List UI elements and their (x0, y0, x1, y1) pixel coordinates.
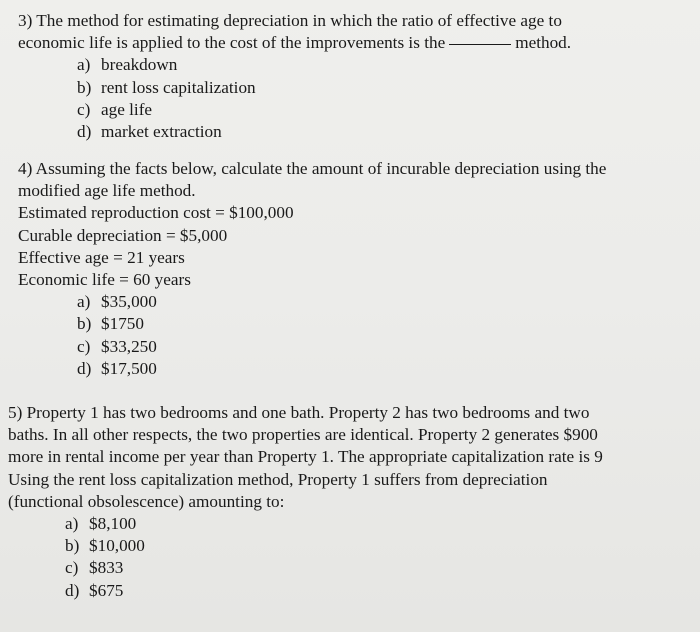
option-a (77, 54, 571, 76)
option-letter: d) (77, 122, 92, 142)
option-text: $33,250 (101, 336, 157, 356)
option-b (77, 313, 606, 335)
option-letter: d) (77, 358, 92, 378)
question-5-line-5: (functional obsolescence) amounting to: (8, 491, 285, 511)
question-3-line-2-after: method. (515, 33, 572, 53)
option-text: rent loss capitalization (101, 77, 256, 97)
option-a (77, 291, 606, 313)
answer-blank (449, 44, 511, 45)
option-letter: b) (65, 536, 80, 556)
option-text: age life (101, 99, 153, 119)
fact-curable-depreciation: Curable depreciation = $5,000 (18, 225, 228, 245)
option-letter: b) (77, 77, 92, 97)
option-text: $675 (89, 580, 124, 600)
fact-effective-age: Effective age = 21 years (18, 247, 185, 267)
option-d (77, 358, 606, 380)
option-letter: b) (77, 314, 92, 334)
option-a (65, 513, 603, 535)
question-4-options (77, 291, 606, 380)
option-d (65, 580, 603, 602)
question-3-options (77, 54, 571, 143)
option-b (65, 535, 603, 557)
fact-economic-life: Economic life = 60 years (18, 270, 191, 290)
option-c (77, 99, 571, 121)
option-text: $17,500 (101, 358, 157, 378)
option-b (77, 77, 571, 99)
question-5-options (65, 513, 603, 602)
question-3-line-2 (18, 32, 571, 54)
question-5-line-2: baths. In all other respects, the two properties are identical. Property 2 generates $900 (8, 425, 598, 445)
option-text: $10,000 (89, 536, 145, 556)
option-text: breakdown (101, 55, 178, 75)
option-letter: a) (77, 292, 91, 312)
option-letter: c) (77, 336, 91, 356)
option-c (77, 336, 606, 358)
option-text: market extraction (101, 122, 222, 142)
option-c (65, 557, 603, 579)
question-4 (18, 158, 606, 380)
option-letter: c) (65, 558, 79, 578)
option-text: $1750 (101, 314, 144, 334)
option-letter: d) (65, 580, 80, 600)
question-5-line-4: Using the rent loss capitalization method, Property 1 suffers from depreciation (8, 469, 548, 489)
question-5-line-3: more in rental income per year than Property 1. The appropriate capitalization rate is 9 (8, 447, 603, 467)
fact-reproduction-cost: Estimated reproduction cost = $100,000 (18, 203, 294, 223)
question-4-line-1: 4) Assuming the facts below, calculate the amount of incurable depreciation using the (18, 159, 607, 178)
option-letter: a) (65, 514, 79, 534)
question-4-line-2: modified age life method. (18, 181, 196, 201)
option-text: $35,000 (101, 292, 157, 312)
question-5 (8, 402, 603, 602)
question-3-line-2-before: economic life is applied to the cost of the improvements is the (18, 33, 446, 53)
option-text: $8,100 (89, 514, 137, 534)
option-text: $833 (89, 558, 124, 578)
question-5-line-1: 5) Property 1 has two bedrooms and one bath. Property 2 has two bedrooms and two (8, 403, 590, 422)
question-3 (18, 10, 571, 143)
option-letter: c) (77, 99, 91, 119)
option-letter: a) (77, 55, 91, 75)
option-d (77, 121, 571, 143)
question-3-line-1: 3) The method for estimating depreciation in which the ratio of effective age to (18, 11, 562, 30)
